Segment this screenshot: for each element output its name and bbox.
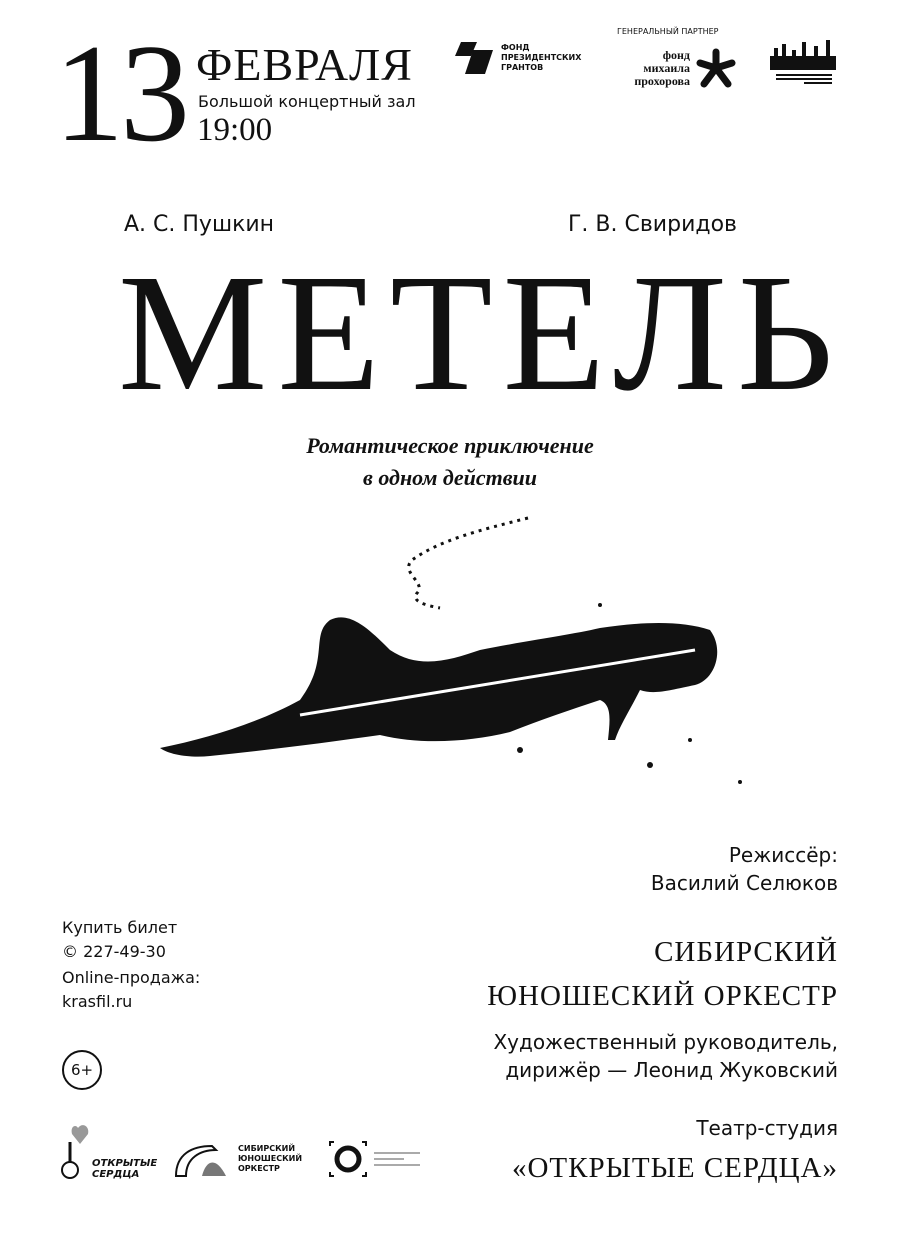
prokhorov-fund-logo: фонд михаила прохорова <box>618 48 736 88</box>
event-month: ФЕВРАЛЯ <box>196 39 413 90</box>
general-partner-label: ГЕНЕРАЛЬНЫЙ ПАРТНЕР <box>617 27 719 36</box>
asterisk-icon <box>696 48 736 88</box>
show-title: МЕТЕЛЬ <box>118 240 844 426</box>
orchestra-name-line1: СИБИРСКИЙ <box>654 936 838 968</box>
online-sale-label: Online-продажа: <box>62 968 201 987</box>
circle-frame-icon <box>328 1140 368 1178</box>
subtitle-line2: в одном действии <box>363 465 537 490</box>
theatre-name: «ОТКРЫТЫЕ СЕРДЦА» <box>511 1152 838 1184</box>
heart-figure-icon <box>60 1122 90 1180</box>
director-label: Режиссёр: <box>728 843 838 867</box>
venue: Большой концертный зал <box>198 92 416 111</box>
presidential-grants-logo: ФОНД ПРЕЗИДЕНТСКИХ ГРАНТОВ <box>455 40 591 76</box>
age-rating-badge: 6+ <box>62 1050 102 1090</box>
event-day: 13 <box>54 16 186 171</box>
ticket-phone[interactable]: © 227-49-30 <box>62 942 166 961</box>
grants-icon <box>455 40 495 76</box>
orchestra-name-line2: ЮНОШЕСКИЙ ОРКЕСТР <box>487 980 838 1012</box>
conductor-role: Художественный руководитель, <box>493 1030 838 1054</box>
subtitle-line1: Романтическое приключение <box>306 433 594 458</box>
shell-icon <box>172 1140 230 1178</box>
conductor-name: дирижёр — Леонид Жуковский <box>505 1058 838 1082</box>
writer: А. С. Пушкин <box>124 212 275 237</box>
event-time: 19:00 <box>197 112 273 148</box>
ticket-site-link[interactable]: krasfil.ru <box>62 992 133 1011</box>
orchestra-logo: СИБИРСКИЙ ЮНОШЕСКИЙ ОРКЕСТР <box>172 1140 308 1178</box>
sleigh-illustration <box>150 510 750 800</box>
director-name: Василий Селюков <box>650 871 838 895</box>
philharmonic-logo <box>768 38 840 86</box>
region-logo <box>328 1140 420 1178</box>
theatre-label: Театр-студия <box>696 1116 838 1140</box>
buy-ticket-label: Купить билет <box>62 918 178 937</box>
composer: Г. В. Свиридов <box>568 212 738 237</box>
open-hearts-logo: ОТКРЫТЫЕ СЕРДЦА <box>60 1122 152 1180</box>
